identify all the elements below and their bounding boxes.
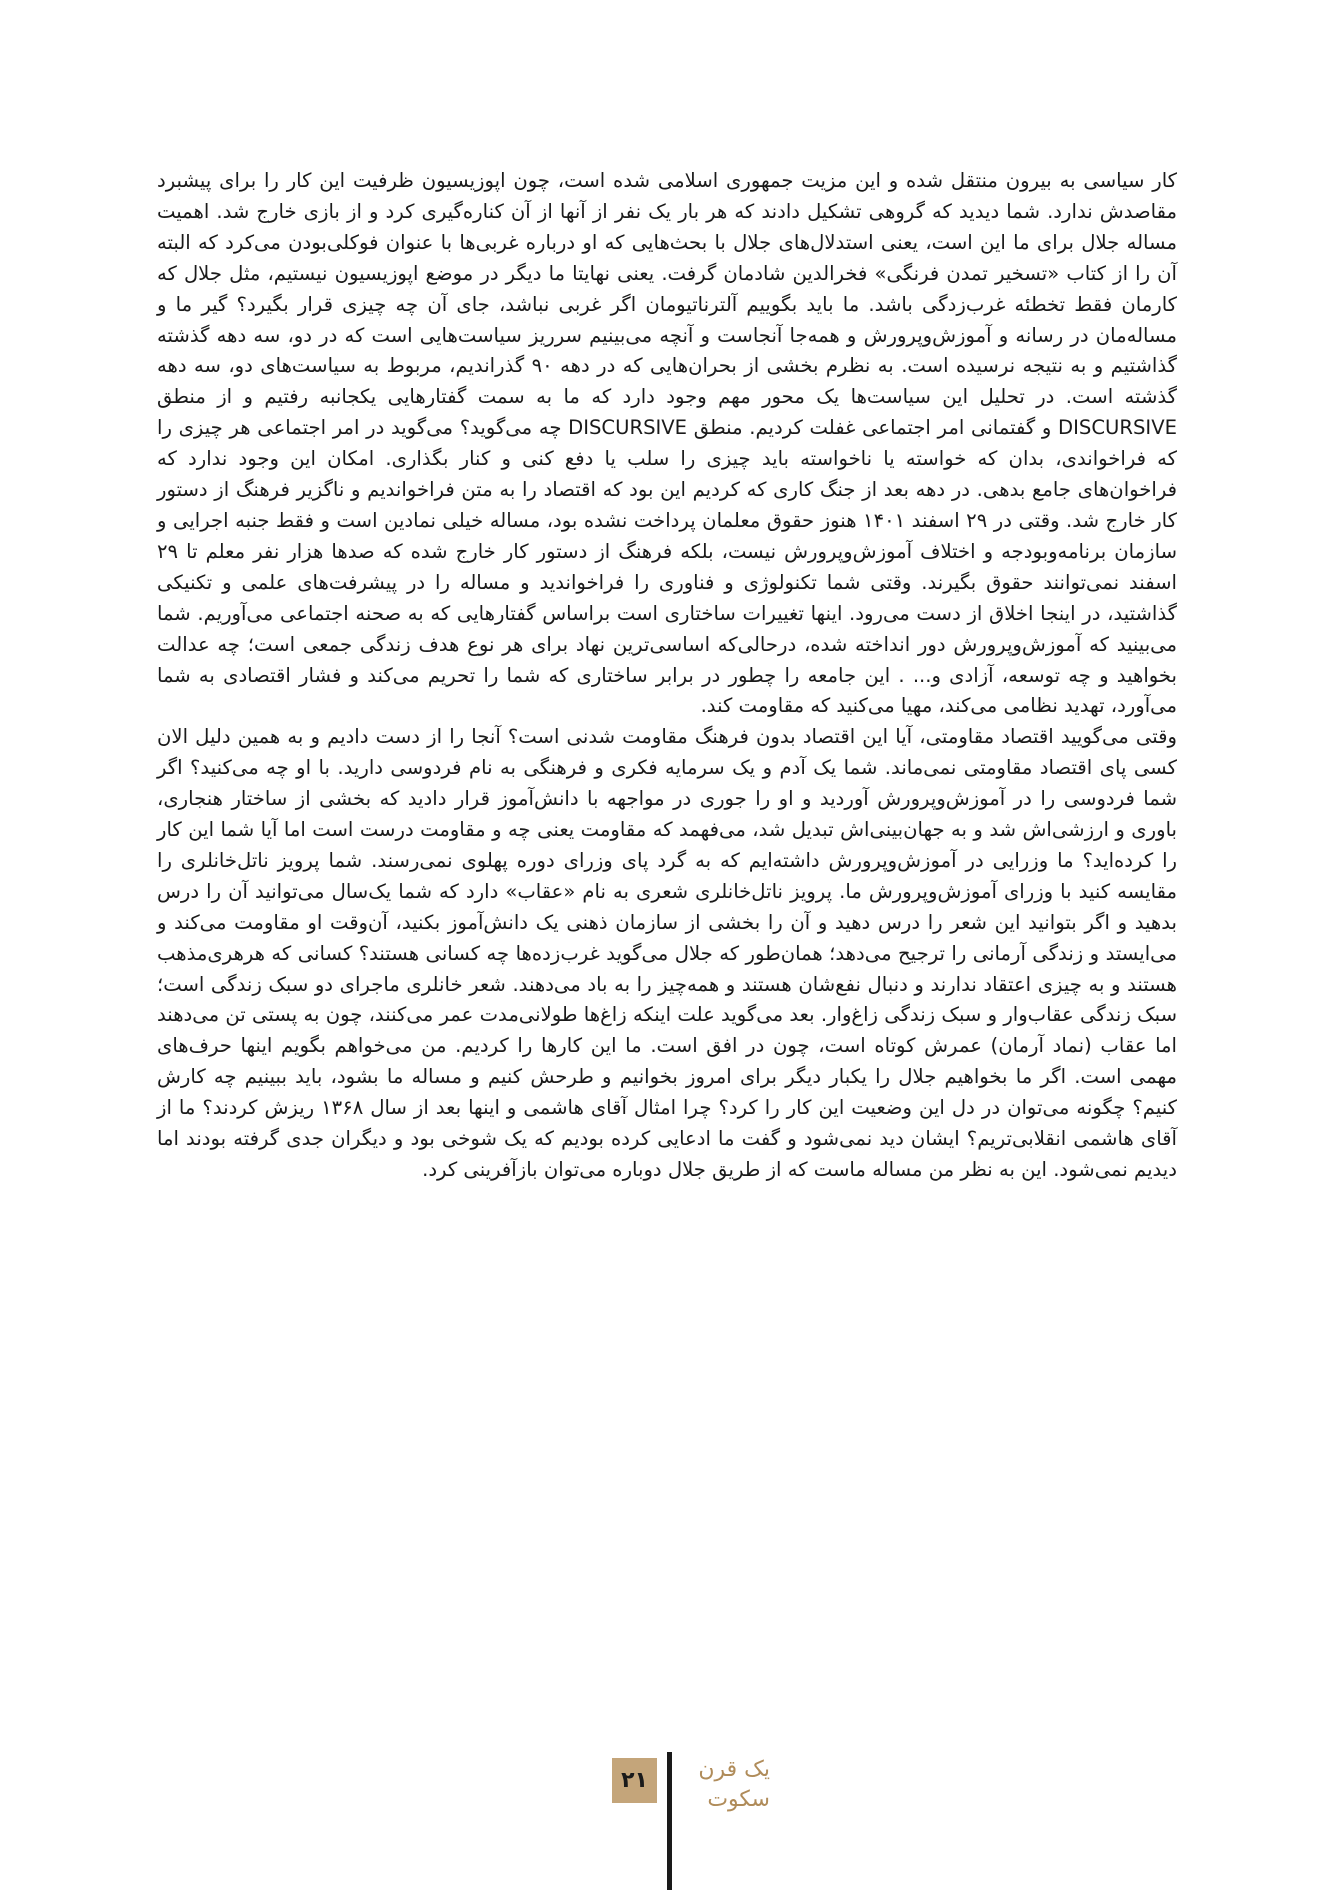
page-number: ۲۱ xyxy=(612,1758,657,1803)
article-body xyxy=(157,166,1177,1186)
series-title-line-1: یک قرن xyxy=(698,1757,770,1782)
series-title xyxy=(680,1755,770,1815)
body-paragraph-1: کار سیاسی به بیرون منتقل شده و این مزیت جمهوری اسلامی شده است، چون اپوزیسیون ظرفیت این کار را برای پیشبرد مقاصدش ندارد. شما دیدید که گروهی تشکیل دادند که هر بار یک نفر از آنها از آن کناره‌گیری کرد و از بازی خارج شد. اهمیت مساله جلال برای ما این است، یعنی استدلال‌های جلال با بحث‌هایی که او درباره غربی‌ها با عنوان فوکلی‌بودن می‌کرد که البته آن را از کتاب «تسخیر تمدن فرنگی» فخرالدین شادمان گرفت. یعنی نهایتا ما دیگر در موضع اپوزیسیون نیستیم، مثل جلال که کارمان فقط تخطئه غرب‌زدگی باشد. ما باید بگوییم آلترناتیومان اگر غربی نباشد، جای آن چه چیزی قرار بگیرد؟ گیر ما و مساله‌مان در رسانه و آموزش‌وپرورش و همه‌جا آنجاست و آنچه می‌بینیم سرریز سیاست‌هایی است که در دو، سه دهه گذشته گذاشتیم و به نتیجه نرسیده است. به نظرم بخشی از بحران‌هایی که در دهه ۹۰ گذراندیم، مربوط به سیاست‌های دو، سه دهه گذشته است. در تحلیل این سیاست‌ها یک محور مهم وجود دارد که ما به سمت گفتارهایی یکجانبه رفتیم و از منطق DISCURSIVE و گفتمانی امر اجتماعی غفلت کردیم. منطق DISCURSIVE چه می‌گوید؟ می‌گوید در امر اجتماعی هر چیزی را که فراخواندی، بدان که خواسته یا ناخواسته باید چیزی را سلب یا دفع کنی و کنار بگذاری. امکان این وجود ندارد که فراخوان‌های جامع بدهی. در دهه بعد از جنگ کاری که کردیم این بود که اقتصاد را به متن فراخواندیم و ناگزیر فرهنگ از دستور کار خارج شد. وقتی در ۲۹ اسفند ۱۴۰۱ هنوز حقوق معلمان پرداخت نشده بود، مساله خیلی نمادین است و فقط جنبه اجرایی و سازمان برنامه‌وبودجه و اختلاف آموزش‌وپرورش نیست، بلکه فرهنگ از دستور کار خارج شده که صدها هزار نفر معلم تا ۲۹ اسفند نمی‌توانند حقوق بگیرند. وقتی شما تکنولوژی و فناوری را فراخواندید و مساله را در پیشرفت‌های علمی و تکنیکی گذاشتید، در اینجا اخلاق از دست می‌رود. اینها تغییرات ساختاری است براساس گفتارهایی که به صحنه اجتماعی می‌آوریم. شما می‌بینید که آموزش‌وپرورش دور انداخته شده، درحالی‌که اساسی‌ترین نهاد برای هر نوع هدف زندگی جمعی است؛ چه عدالت بخواهید و چه توسعه، آزادی و... . این جامعه را چطور در برابر ساختاری که شما را تحریم می‌کند و فشار اقتصادی به شما می‌آورد، تهدید نظامی می‌کند، مهیا می‌کنید که مقاومت کند. xyxy=(157,169,1177,718)
series-title-line-2: سکوت xyxy=(707,1787,770,1812)
body-paragraph-2: وقتی می‌گویید اقتصاد مقاومتی، آیا این اقتصاد بدون فرهنگ مقاومت شدنی است؟ آنجا را از دست دادیم و به همین دلیل الان کسی پای اقتصاد مقاومتی نمی‌ماند. شما یک آدم و یک سرمایه فکری و فرهنگی به نام فردوسی دارید. با او چه می‌کنید؟ اگر شما فردوسی را در آموزش‌وپرورش آوردید و او را جوری در مواجهه با دانش‌آموز قرار دادید که بخشی از ساختار هنجاری، باوری و ارزشی‌اش شد و به جهان‌بینی‌اش تبدیل شد، می‌فهمد که مقاومت یعنی چه و مقاومت درست است اما آیا شما این کار را کرده‌اید؟ ما وزرایی در آموزش‌وپرورش داشته‌ایم که به گرد پای وزرای دوره پهلوی نمی‌رسند. شما پرویز ناتل‌خانلری را مقایسه کنید با وزرای آموزش‌وپرورش ما. پرویز ناتل‌خانلری شعری به نام «عقاب» دارد که شما یک‌سال می‌توانید آن را درس بدهید و اگر بتوانید این شعر را درس دهید و آن را بخشی از سازمان ذهنی یک دانش‌آموز بکنید، آن‌وقت او مقاومت می‌کند و می‌ایستد و زندگی آرمانی را ترجیح می‌دهد؛ همان‌طور که جلال می‌گوید غرب‌زده‌ها چه کسانی هستند؟ کسانی که هرهری‌مذهب هستند و به چیزی اعتقاد ندارند و دنبال نفع‌شان هستند و همه‌چیز را به باد می‌دهند. شعر خانلری ماجرای دو سبک زندگی است؛ سبک زندگی عقاب‌وار و سبک زندگی زاغ‌وار. بعد می‌گوید علت اینکه زاغ‌ها طولانی‌مدت عمر می‌کنند، چون به پستی تن می‌دهند اما عقاب (نماد آرمان) عمرش کوتاه است، چون در افق است. ما این کارها را کردیم. من می‌خواهم بگویم اینها حرف‌های مهمی است. اگر ما بخواهیم جلال را یکبار دیگر برای امروز بخوانیم و طرحش کنیم و مساله ما بشود، باید ببینیم چه کارش کنیم؟ چگونه می‌توان در دل این وضعیت این کار را کرد؟ چرا امثال آقای هاشمی و اینها بعد از سال ۱۳۶۸ ریزش کردند؟ ما از آقای هاشمی انقلابی‌تریم؟ ایشان دید نمی‌شود و گفت ما ادعایی کرده بودیم که یک شوخی بود و دیگران جدی گرفته بودند اما دیدیم نمی‌شود. این به نظر من مساله ماست که از طریق جلال دوباره می‌توان بازآفرینی کرد. xyxy=(157,725,1177,1181)
footer-divider xyxy=(667,1752,672,1890)
